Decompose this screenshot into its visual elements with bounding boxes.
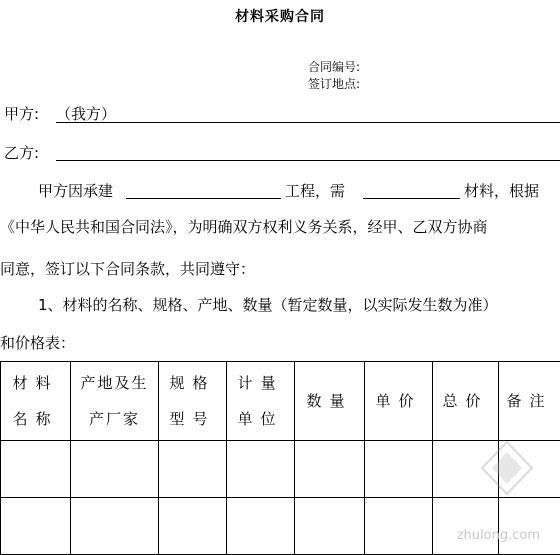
watermark-text: zhulong.com <box>456 528 540 543</box>
para-line-2: 《中华人民共和国合同法》，为明确双方权利义务关系，经甲、乙双方协商 <box>0 218 488 236</box>
project-blank <box>126 198 281 199</box>
header-cell: 材料 名称 <box>1 362 71 441</box>
party-a-value: （我方） <box>56 105 117 123</box>
item-1-line-2: 和价格表： <box>0 334 76 352</box>
party-a-label: 甲方: <box>4 105 40 123</box>
para-segment-3: 材料，根据 <box>464 182 540 200</box>
header-cell: 单价 <box>365 362 433 441</box>
contract-number-label: 合同编号: <box>308 60 361 74</box>
item-1-line-1: 1、材料的名称、规格、产地、数量（暂定数量，以实际发生数为准） <box>38 296 498 314</box>
para-segment-1: 甲方因承建 <box>38 182 114 200</box>
table-cell[interactable] <box>227 498 295 555</box>
header-cell: 规格 型号 <box>159 362 227 441</box>
party-b-label: 乙方: <box>4 144 40 162</box>
header-cell: 计量 单位 <box>227 362 295 441</box>
watermark-logo-icon <box>472 438 542 508</box>
header-cell: 总价 <box>433 362 499 441</box>
table-cell[interactable] <box>227 441 295 498</box>
table-cell[interactable] <box>159 498 227 555</box>
table-cell[interactable] <box>1 498 71 555</box>
material-blank <box>363 198 460 199</box>
header-cell: 备注 <box>499 362 560 441</box>
header-cell: 数量 <box>295 362 365 441</box>
party-a-underline <box>56 122 560 123</box>
table-cell[interactable] <box>365 498 433 555</box>
table-cell[interactable] <box>71 498 159 555</box>
table-header-row <box>1 362 560 441</box>
party-b-underline <box>56 160 560 161</box>
para-line-3: 同意，签订以下合同条款，共同遵守： <box>0 260 256 278</box>
table-cell[interactable] <box>365 441 433 498</box>
document-title: 材料采购合同 <box>235 9 325 25</box>
header-cell: 产地及生 产厂家 <box>71 362 159 441</box>
table-cell[interactable] <box>295 498 365 555</box>
table-cell[interactable] <box>295 441 365 498</box>
table-cell[interactable] <box>159 441 227 498</box>
table-cell[interactable] <box>1 441 71 498</box>
table-cell[interactable] <box>71 441 159 498</box>
para-segment-2: 工程，需 <box>285 182 346 200</box>
signing-location-label: 签订地点: <box>308 77 361 91</box>
